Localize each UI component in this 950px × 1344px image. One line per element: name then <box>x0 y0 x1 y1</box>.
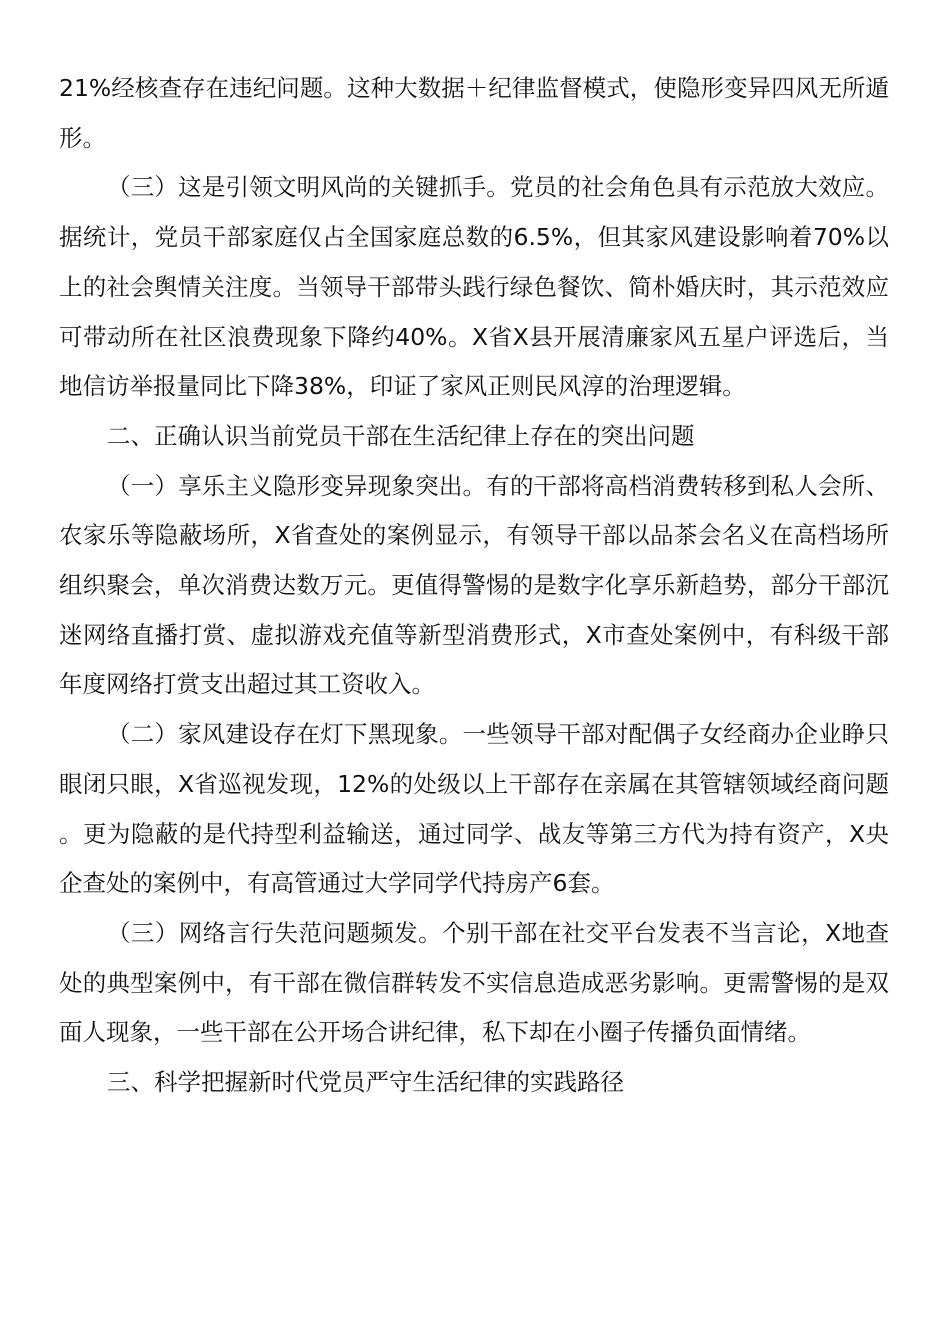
paragraph-key-role: （三）这是引领文明风尚的关键抓手。党员的社会角色具有示范放大效应。据统计，党员干部家庭仅占全国家庭总数的6.5%，但其家风建设影响着70%以上的社会舆情关注度。当领导干部带头践行绿色餐饮、简朴婚庆时，其示范效应可带动所在社区浪费现象下降约40%。X省X县开展清廉家风五星户评选后，当地信访举报量同比下降38%，印证了家风正则民风淳的治理逻辑。 <box>59 173 889 401</box>
paragraph-online-conduct: （三）网络言行失范问题频发。个别干部在社交平台发表不当言论，X地查处的典型案例中，有干部在微信群转发不实信息造成恶劣影响。更需警惕的是双面人现象，一些干部在公开场合讲纪律，私下却在小圈子传播负面情绪。 <box>59 918 889 1047</box>
section-heading-2: 二、正确认识当前党员干部在生活纪律上存在的突出问题 <box>107 421 695 450</box>
paragraph-continuation: 21%经核查存在违纪问题。这种大数据＋纪律监督模式，使隐形变异四风无所遁形。 <box>59 74 889 152</box>
paragraph-hedonism: （一）享乐主义隐形变异现象突出。有的干部将高档消费转移到私人会所、农家乐等隐蔽场所，X省查处的案例显示，有领导干部以品茶会名义在高档场所组织聚会，单次消费达数万元。更值得警惕的是数字化享乐新趋势，部分干部沉迷网络直播打赏、虚拟游戏充值等新型消费形式，X市查处案例中，有科级干部年度网络打赏支出超过其工资收入。 <box>59 471 889 699</box>
section-heading-3: 三、科学把握新时代党员严守生活纪律的实践路径 <box>107 1068 624 1097</box>
paragraph-family-style: （二）家风建设存在灯下黑现象。一些领导干部对配偶子女经商办企业睁只眼闭只眼，X省巡视发现，12%的处级以上干部存在亲属在其管辖领域经商问题。更为隐蔽的是代持型利益输送，通过同学、战友等第三方代为持有资产，X央企查处的案例中，有高管通过大学同学代持房产6套。 <box>59 720 889 898</box>
document-page <box>59 64 889 1108</box>
